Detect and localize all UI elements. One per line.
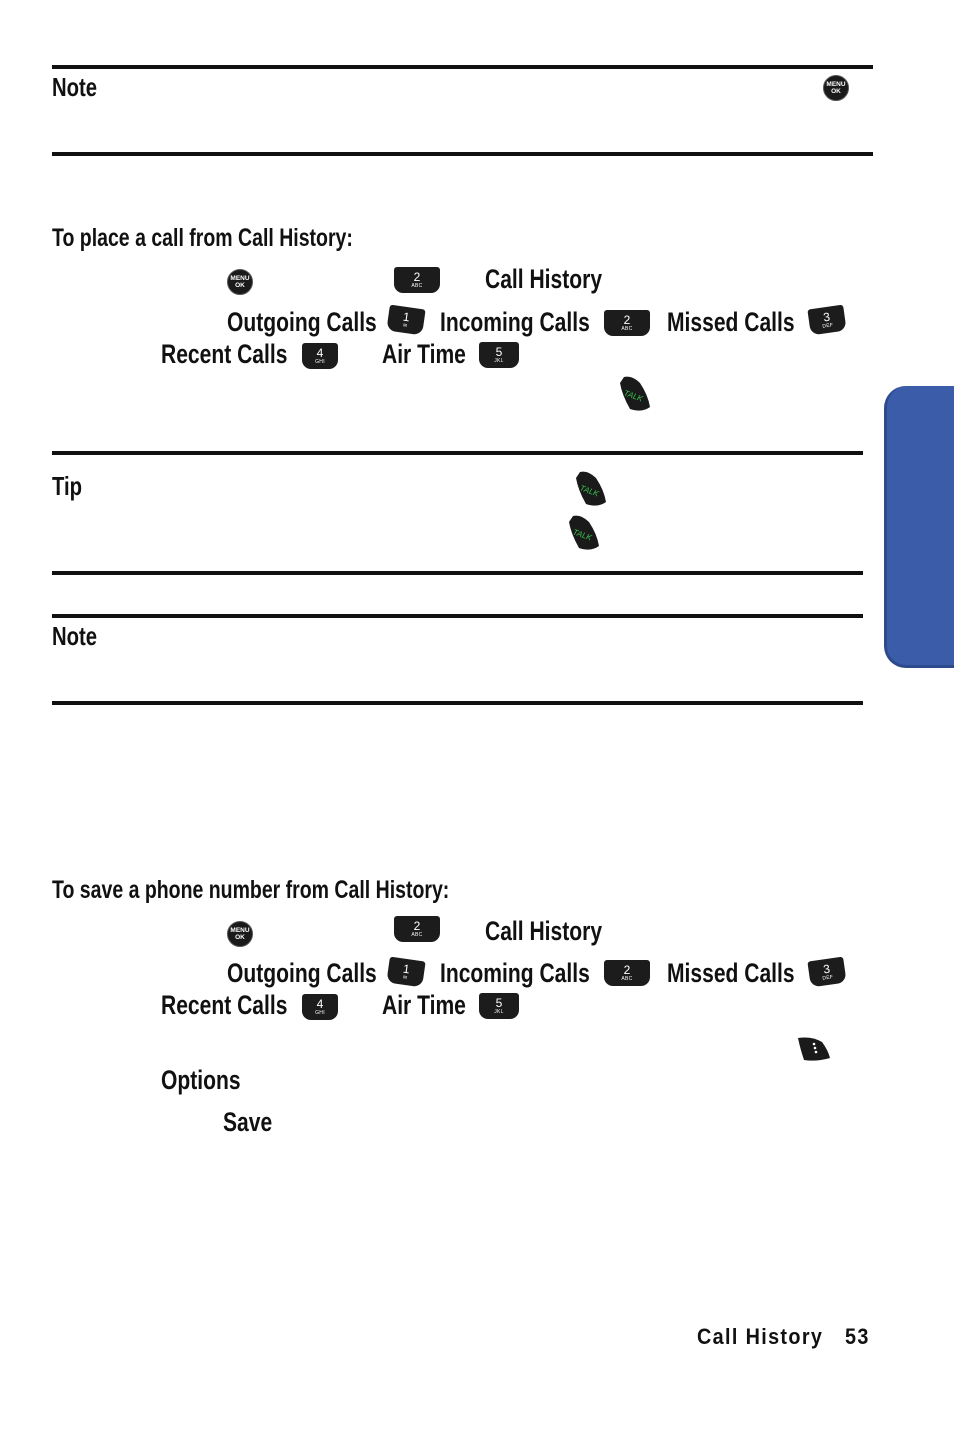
menu-ok-key-icon: MENU OK	[227, 269, 253, 295]
key-3-icon: 3 DEF	[807, 957, 846, 988]
section2-heading: To save a phone number from Call History:	[52, 876, 450, 904]
note-top-rule	[52, 65, 873, 69]
key-1-icon: 1 ✉	[386, 957, 425, 988]
key-4-icon: 4 GHI	[302, 343, 338, 369]
menu-missed-calls: Missed Calls	[667, 307, 795, 337]
talk-key-icon	[569, 514, 599, 550]
note2-label: Note	[52, 621, 98, 651]
note-bottom-rule	[52, 152, 873, 156]
talk-key-icon	[576, 470, 606, 506]
menu-incoming-calls: Incoming Calls	[440, 958, 590, 988]
menu-ok-key-icon: MENU OK	[227, 921, 253, 947]
key-2-icon: 2 ABC	[604, 960, 650, 986]
key-2-icon: 2 ABC	[604, 310, 650, 336]
menu-incoming-calls: Incoming Calls	[440, 307, 590, 337]
key-2-icon: 2 ABC	[394, 916, 440, 942]
svg-text:TALK: TALK	[578, 483, 600, 499]
menu-call-history: Call History	[485, 264, 603, 294]
menu-call-history: Call History	[485, 916, 603, 946]
menu-recent-calls: Recent Calls	[161, 990, 288, 1020]
section-heading: To place a call from Call History:	[52, 224, 353, 252]
menu-recent-calls: Recent Calls	[161, 339, 288, 369]
menu-outgoing-calls: Outgoing Calls	[227, 958, 377, 988]
right-softkey-icon	[798, 1036, 830, 1062]
key-4-icon: 4 GHI	[302, 994, 338, 1020]
menu-air-time: Air Time	[382, 990, 466, 1020]
svg-text:TALK: TALK	[571, 527, 593, 543]
note2-top-rule	[52, 614, 863, 618]
menu-outgoing-calls: Outgoing Calls	[227, 307, 377, 337]
key-2-icon: 2 ABC	[394, 267, 440, 293]
footer-section-title: Call History	[697, 1324, 824, 1349]
menu-air-time: Air Time	[382, 339, 466, 369]
options-label: Options	[161, 1065, 241, 1095]
svg-text:TALK: TALK	[622, 388, 644, 404]
key-1-icon: 1 ✉	[386, 305, 425, 336]
page-number: 53	[845, 1324, 870, 1349]
tip-top-rule	[52, 451, 863, 455]
key-5-icon: 5 JKL	[479, 993, 519, 1019]
key-3-icon: 3 DEF	[807, 305, 846, 336]
note2-bottom-rule	[52, 701, 863, 705]
talk-key-icon	[620, 375, 650, 411]
note-label: Note	[52, 72, 98, 102]
tip-label: Tip	[52, 471, 83, 501]
tip-bottom-rule	[52, 571, 863, 575]
menu-missed-calls: Missed Calls	[667, 958, 795, 988]
key-5-icon: 5 JKL	[479, 342, 519, 368]
menu-ok-key-icon: MENU OK	[823, 75, 849, 101]
save-label: Save	[223, 1107, 273, 1137]
section-tab	[884, 386, 954, 668]
